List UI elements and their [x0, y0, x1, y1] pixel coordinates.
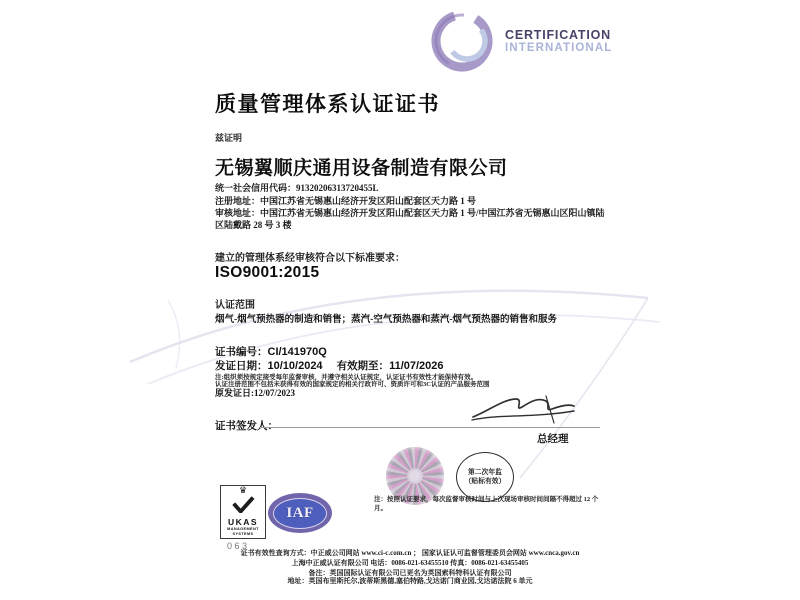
- scope-text: 烟气-烟气预热器的制造和销售；蒸汽-空气预热器和蒸汽-烟气预热器的销售和服务: [215, 315, 557, 325]
- signature-line: [259, 427, 600, 428]
- footer-contact-line: 上海中正威认证有限公司 电话：0086-021-63455510 传真：0086-021-63455405: [291, 559, 529, 567]
- original-issue-date: 原发证日:12/07/2023: [215, 388, 295, 398]
- issuer-label: 证书签发人：: [215, 421, 278, 432]
- footer-remark-line: 备注：英国国际认证有限公司已更名为英国索科特科认证有限公司: [308, 569, 512, 577]
- iaf-inner-ellipse: [273, 498, 327, 529]
- brand-line2: INTERNATIONAL: [505, 41, 613, 54]
- surveillance-note: 注：按照认证要求，每次监督审核时间与上次现场审核时间间隔不得超过 12 个月。: [374, 496, 599, 512]
- surveillance-stamp: [456, 452, 514, 502]
- registered-address: 注册地址：中国江苏省无锡惠山经济开发区阳山配套区天力路 1 号: [215, 196, 477, 206]
- certification-international-logo-icon: [428, 5, 500, 77]
- ukas-number: 063: [227, 541, 250, 551]
- standard-code: ISO9001:2015: [215, 264, 320, 281]
- expiry-date-label: 有效期至：: [336, 361, 390, 372]
- certify-intro: 兹证明: [215, 133, 243, 143]
- footer-validity-line: 证书有效性查询方式：中正威公司网站 www.ci-c.com.cn ； 国家认证认可监督管理委员会网站 www.cnca.gov.cn: [240, 549, 580, 557]
- stamp-line1: 第二次年监: [468, 469, 502, 476]
- dates-row: [215, 358, 444, 373]
- fine-print-note1: 注:组织须按规定接受每年监督审核，并遵守相关认证规定，认证证书有效性才能保持有效。: [215, 374, 478, 381]
- stamp-line2: （贴标有效）: [464, 478, 506, 485]
- company-name: 无锡翼顺庆通用设备制造有限公司: [215, 158, 508, 179]
- ukas-sub1: MANAGEMENT: [227, 527, 259, 531]
- brand-wordmark: [505, 29, 612, 54]
- certificate-number-value: CI/141970Q: [267, 346, 327, 358]
- issue-date-value: 10/10/2024: [267, 360, 323, 372]
- ukas-mark: [220, 485, 266, 539]
- standard-intro: 建立的管理体系经审核符合以下标准要求：: [215, 253, 405, 264]
- scope-label: 认证范围: [215, 300, 255, 311]
- checkmark-icon: [230, 496, 256, 513]
- certificate-number-row: [215, 344, 327, 359]
- expiry-date-value: 11/07/2026: [389, 360, 444, 372]
- credit-code: 统一社会信用代码：91320206313720455L: [215, 183, 379, 193]
- brand-line1: CERTIFICATION: [505, 28, 611, 42]
- issue-date-label: 发证日期：: [215, 361, 268, 372]
- crown-icon: ♛: [238, 486, 248, 496]
- ukas-word: UKAS: [227, 517, 259, 527]
- certificate-number-label: 证书编号：: [215, 347, 268, 358]
- fine-print-note2: 认证注册范围不包括未获得有效的国家规定的相关行政许可、资质许可和3C认证的产品服务范围: [215, 381, 490, 388]
- ukas-sub2: SYSTEMS: [232, 531, 254, 536]
- iaf-word: IAF: [286, 504, 314, 521]
- audit-address: 审核地址：中国江苏省无锡惠山经济开发区阳山配套区天力路 1 号/中国江苏省无锡惠山区阳山镇陆区陆戴路 28 号 3 楼: [215, 208, 605, 230]
- footer-address-line: 地址：英国布里斯托尔,波蒂斯黑德,塞伯特路,戈达诺门商业园,戈达诺法院 6 单元: [287, 577, 533, 585]
- iaf-mark-icon: [268, 493, 332, 533]
- signature-scribble: [470, 390, 580, 426]
- signer-title: 总经理: [537, 434, 569, 445]
- certificate-title: 质量管理体系认证证书: [215, 92, 440, 116]
